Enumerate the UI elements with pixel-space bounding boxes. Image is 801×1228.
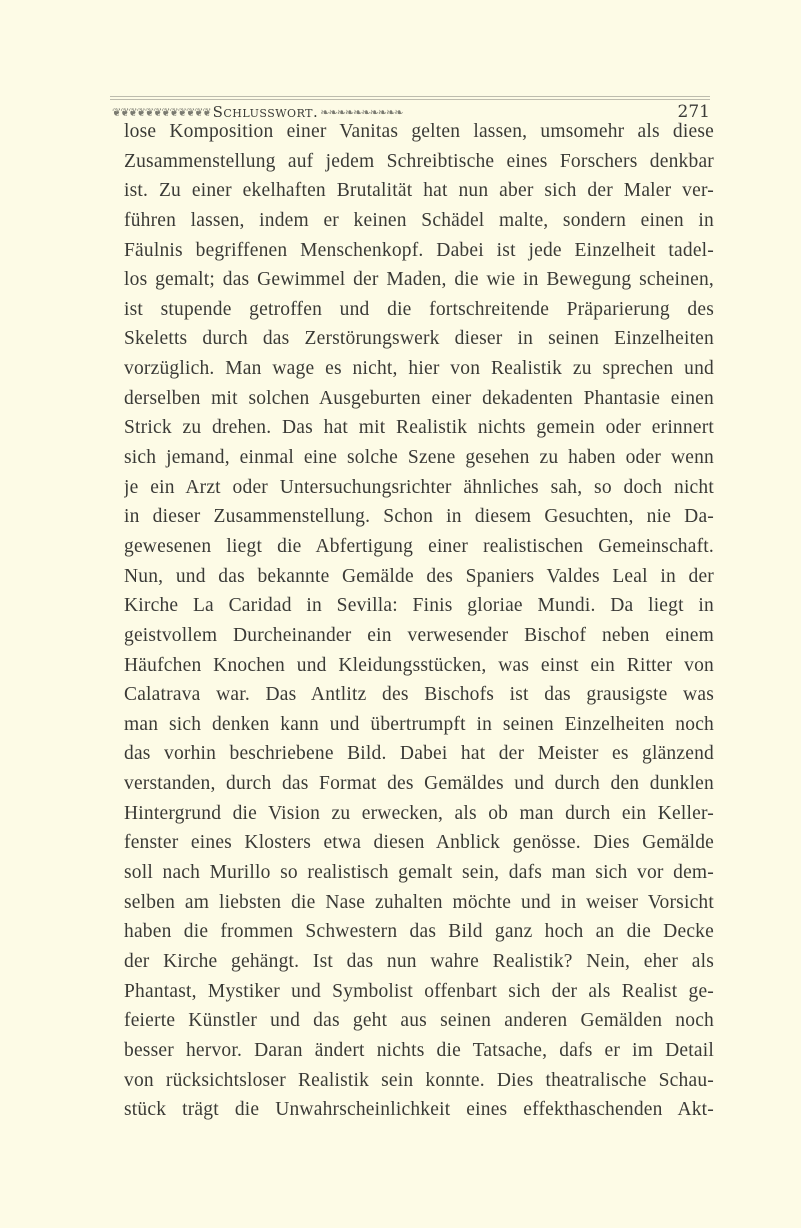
text-line: der Kirche gehängt. Ist das nun wahre Realistik? Nein, eher als bbox=[124, 950, 714, 972]
ornament-right-icon: ❧❧❧❧❧❧❧❧❧❧ bbox=[320, 105, 403, 119]
text-line: man sich denken kann und übertrumpft in seinen Einzelheiten noch bbox=[124, 713, 714, 735]
text-line: geistvollem Durcheinander ein verwesender Bischof neben einem bbox=[124, 624, 714, 646]
text-line: haben die frommen Schwestern das Bild ganz hoch an die Decke bbox=[124, 921, 714, 943]
text-line: feierte Künstler und das geht aus seinen anderen Gemälden noch bbox=[124, 1010, 714, 1032]
text-line: Skeletts durch das Zerstörungswerk dieser in seinen Einzelheiten bbox=[124, 328, 714, 350]
text-line: besser hervor. Daran ändert nichts die Tatsache, dafs er im Detail bbox=[124, 1039, 714, 1061]
header-rule-top bbox=[110, 96, 710, 97]
text-line: fenster eines Klosters etwa diesen Anblick genösse. Dies Gemälde bbox=[124, 832, 714, 854]
text-line: selben am liebsten die Nase zuhalten möchte und in weiser Vorsicht bbox=[124, 891, 714, 913]
text-line: Kirche La Caridad in Sevilla: Finis gloriae Mundi. Da liegt in bbox=[124, 595, 714, 617]
text-line: Strick zu drehen. Das hat mit Realistik nichts gemein oder erinnert bbox=[124, 417, 714, 439]
text-line: vorzüglich. Man wage es nicht, hier von Realistik zu sprechen und bbox=[124, 358, 714, 380]
text-line: Häufchen Knochen und Kleidungsstücken, was einst ein Ritter von bbox=[124, 654, 714, 676]
text-line: los gemalt; das Gewimmel der Maden, die wie in Bewegung scheinen, bbox=[124, 269, 714, 291]
text-line: Calatrava war. Das Antlitz des Bischofs ist das grausigste was bbox=[124, 684, 714, 706]
text-line: Zusammenstellung auf jedem Schreibtische eines Forschers denkbar bbox=[124, 150, 714, 172]
running-title: Schlusswort. bbox=[212, 103, 319, 121]
text-line: von rücksichtsloser Realistik sein konnte. Dies theatralische Schau- bbox=[124, 1069, 714, 1091]
text-line: Hintergrund die Vision zu erwecken, als ob man durch ein Keller- bbox=[124, 802, 714, 824]
text-line: gewesenen liegt die Abfertigung einer realistischen Gemeinschaft. bbox=[124, 535, 714, 557]
text-line: sich jemand, einmal eine solche Szene gesehen zu haben oder wenn bbox=[124, 447, 714, 469]
text-line: lose Komposition einer Vanitas gelten lassen, umsomehr als diese bbox=[124, 121, 714, 142]
text-line: verstanden, durch das Format des Gemäldes und durch den dunklen bbox=[124, 773, 714, 795]
text-line: Fäulnis begriffenen Menschenkopf. Dabei ist jede Einzelheit tadel- bbox=[124, 239, 714, 261]
text-line: in dieser Zusammenstellung. Schon in diesem Gesuchten, nie Da- bbox=[124, 506, 714, 528]
text-line: Phantast, Mystiker und Symbolist offenbart sich der als Realist ge- bbox=[124, 980, 714, 1002]
text-line: das vorhin beschriebene Bild. Dabei hat der Meister es glänzend bbox=[124, 743, 714, 765]
text-line: soll nach Murillo so realistisch gemalt sein, dafs man sich vor dem- bbox=[124, 862, 714, 884]
text-line: ist stupende getroffen und die fortschreitende Präparierung des bbox=[124, 298, 714, 320]
text-line: führen lassen, indem er keinen Schädel malte, sondern einen in bbox=[124, 209, 714, 231]
text-line: stück trägt die Unwahrscheinlichkeit eines effekthaschenden Akt- bbox=[124, 1099, 714, 1121]
text-line: Nun, und das bekannte Gemälde des Spaniers Valdes Leal in der bbox=[124, 565, 714, 587]
text-line: je ein Arzt oder Untersuchungsrichter ähnliches sah, so doch nicht bbox=[124, 476, 714, 498]
body-text bbox=[124, 117, 714, 1125]
page-number: 271 bbox=[677, 102, 710, 122]
text-line: ist. Zu einer ekelhaften Brutalität hat nun aber sich der Maler ver- bbox=[124, 180, 714, 202]
text-line: derselben mit solchen Ausgeburten einer dekadenten Phantasie einen bbox=[124, 387, 714, 409]
ornament-left-icon: ❦❦❦❦❦❦❦❦❦❦❦❦ bbox=[112, 105, 211, 119]
header-rule-second bbox=[110, 99, 710, 100]
